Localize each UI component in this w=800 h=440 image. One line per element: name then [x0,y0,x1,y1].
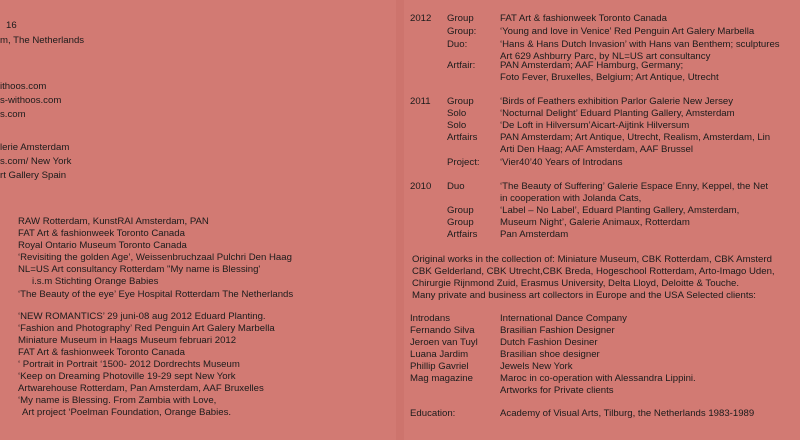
entry-type: Solo [447,120,467,131]
year-label: 2011 [410,96,431,107]
contact-fragment: rt Gallery Spain [0,170,67,181]
collection-line: Many private and business art collectors in Europe and the USA Selected clients: [412,290,756,301]
entry-type: Project: [447,157,480,168]
client-name: Jeroen van Tuyl [410,337,478,348]
contact-fragment: lerie Amsterdam [0,142,70,153]
collection-line: Original works in the collection of: Miniature Museum, CBK Rotterdam, CBK Amsterd [412,254,772,265]
client-desc: Jewels New York [500,361,573,372]
client-name: Mag magazine [410,373,473,384]
exhibition-line: Art project ‘Poelman Foundation, Orange Babies. [22,407,232,418]
year-label: 2012 [410,13,432,24]
entry-type: Group [447,13,474,24]
exhibition-line: ‘NEW ROMANTICS’ 29 juni-08 aug 2012 Eduard Planting. [18,311,266,322]
contact-fragment: ithoos.com [0,81,47,92]
client-name: Luana Jardim [410,349,469,360]
entry-text: ‘Vier40’40 Years of Introdans [500,157,623,168]
exhibition-line: FAT Art & fashionweek Toronto Canada [18,347,185,358]
entry-text: Arti Den Haag; AAF Amsterdam, AAF Brussel [500,144,694,155]
entry-type: Group [447,205,474,216]
entry-text: Pan Amsterdam [500,229,569,240]
exhibition-line: Miniature Museum in Haags Museum februari 2012 [18,335,237,346]
entry-text: ‘Label – No Label’, Eduard Planting Gallery, Amsterdam, [500,205,740,216]
entry-text: ‘Nocturnal Delight’ Eduard Planting Gallery, Amsterdam [500,108,735,119]
exhibition-line: NL=US Art consultancy Rotterdam "My name is Blessing' [18,264,261,275]
contact-fragment: m, The Netherlands [0,35,85,46]
entry-text: ‘Young and love in Venice’ Red Penguin Art Galery Marbella [500,26,755,37]
entry-text: ‘Hans & Hans Dutch Invasion’ with Hans van Benthem; sculptures [500,39,780,50]
exhibition-line: ‘Fashion and Photography’ Red Penguin Art Galery Marbella [18,323,275,334]
entry-type: Solo [447,108,467,119]
entry-type: Artfair: [447,60,476,71]
exhibition-line: ‘ Portrait in Portrait ‘1500- 2012 Dordrechts Museum [18,359,240,370]
exhibition-line: i.s.m Stichting Orange Babies [32,276,159,287]
client-name: Phillip Gavriel [410,361,469,372]
entry-text: Art 629 Ashburry Parc, by NL=US art consultancy [500,51,711,62]
client-desc: International Dance Company [500,313,627,324]
client-desc: Dutch Fashion Desiner [500,337,598,348]
entry-type: Artfairs [447,132,478,143]
entry-text: Museum Night’, Galerie Animaux, Rotterdam [500,217,690,228]
client-desc: Artworks for Private clients [500,385,614,396]
entry-text: ‘The Beauty of Suffering’ Galerie Espace Enny, Keppel, the Net [500,181,769,192]
entry-text: FAT Art & fashionweek Toronto Canada [500,13,667,24]
year-label: 2010 [410,181,432,192]
collection-line: CBK Gelderland, CBK Utrecht,CBK Breda, Hogeschool Rotterdam, Arto-Imago Uden, [412,266,775,277]
exhibition-line: Artwarehouse Rotterdam, Pan Amsterdam, AAF Bruxelles [18,383,264,394]
entry-type: Artfairs [447,229,478,240]
entry-text: PAN Amsterdam; AAF Hamburg, Germany; [500,60,684,71]
entry-type: Duo [447,181,465,192]
exhibition-line: ‘My name is Blessing. From Zambia with Love, [18,395,217,406]
client-name: Introdans [410,313,451,324]
exhibition-line: ‘Keep on Dreaming Photoville 19-29 sept New York [18,371,236,382]
contact-fragment: s.com [0,109,26,120]
entry-text: ‘De Loft in Hilversum’Aicart-Aijtink Hilversum [500,120,690,131]
page-gutter [396,0,404,440]
entry-type: Group [447,217,474,228]
client-name: Fernando Silva [410,325,475,336]
client-desc: Brasilian shoe designer [500,349,600,360]
exhibition-line: ‘The Beauty of the eye’ Eye Hospital Rotterdam The Netherlands [18,289,294,300]
exhibition-line: ‘Revisiting the golden Age’, Weissenbruchzaal Pulchri Den Haag [18,252,292,263]
exhibition-line: Royal Ontario Museum Toronto Canada [18,240,187,251]
education-label: Education: [410,408,456,419]
contact-fragment: s.com/ New York [0,156,72,167]
entry-text: ‘Birds of Feathers exhibition Parlor Galerie New Jersey [500,96,734,107]
client-desc: Brasilian Fashion Designer [500,325,615,336]
client-desc: Maroc in co-operation with Alessandra Lippini. [500,373,696,384]
education-value: Academy of Visual Arts, Tilburg, the Netherlands 1983-1989 [500,408,755,419]
exhibition-line: RAW Rotterdam, KunstRAI Amsterdam, PAN [18,216,209,227]
entry-text: Foto Fever, Bruxelles, Belgium; Art Antique, Utrecht [500,72,719,83]
entry-text: in cooperation with Jolanda Cats, [500,193,642,204]
contact-fragment: 16 [6,20,17,31]
entry-type: Group: [447,26,477,37]
exhibition-line: FAT Art & fashionweek Toronto Canada [18,228,185,239]
entry-type: Group [447,96,474,107]
entry-type: Duo: [447,39,468,50]
contact-fragment: s-withoos.com [0,95,62,106]
collection-line: Chirurgie Rijnmond Zuid, Erasmus University, Delta Lloyd, Deloitte & Touche. [412,278,740,289]
entry-text: PAN Amsterdam; Art Antique, Utrecht, Realism, Amsterdam, Lin [500,132,771,143]
